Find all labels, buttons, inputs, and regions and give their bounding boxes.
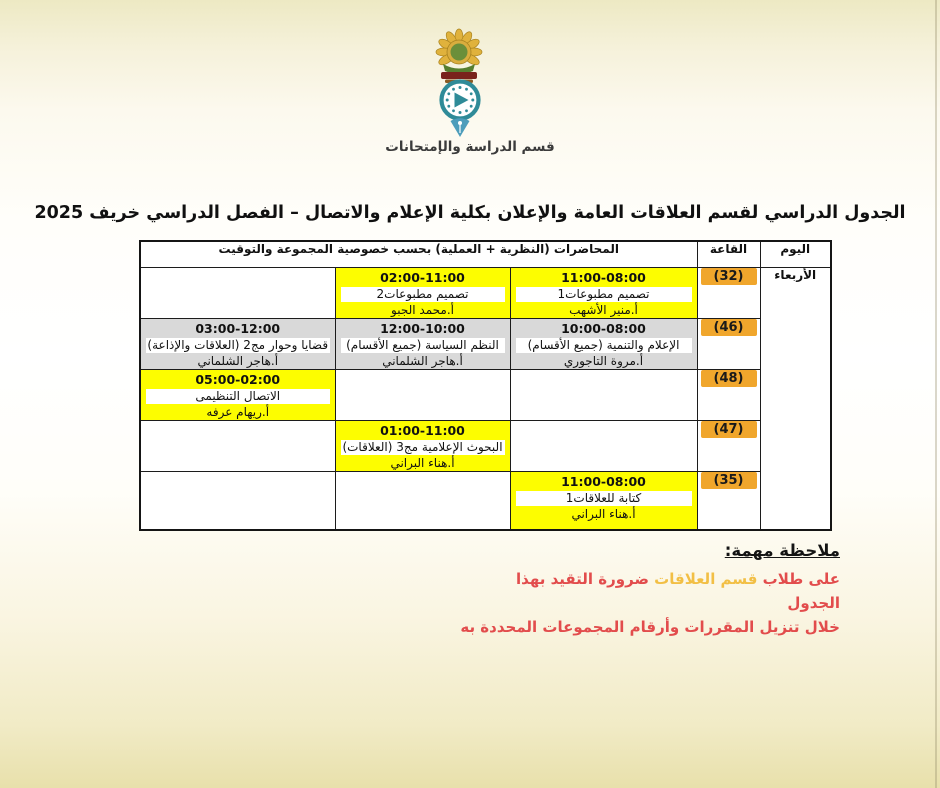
empty-cell xyxy=(335,472,510,530)
lecture-cell xyxy=(335,319,510,370)
header-room: القاعة xyxy=(697,241,760,268)
lecture-teacher: أ.هاجر الشلماني xyxy=(382,354,463,368)
lecture-teacher: أ.منير الأشهب xyxy=(569,303,638,317)
room-badge: (46) xyxy=(701,319,757,336)
lecture-time: 10:00-08:00 xyxy=(561,321,646,336)
page-title: الجدول الدراسي لقسم العلاقات العامة والإعلان بكلية الإعلام والاتصال – الفصل الدراسي خريف 2025 xyxy=(34,203,906,223)
lecture-course: الإعلام والتنمية (جميع الأقسام) xyxy=(516,338,692,353)
header-day: اليوم xyxy=(760,241,831,268)
lecture-time: 12:00-10:00 xyxy=(380,321,465,336)
day-cell: الأربعاء xyxy=(760,268,831,530)
lecture-time: 01:00-11:00 xyxy=(380,423,465,438)
department-label: قسم الدراسة والإمتحانات xyxy=(385,139,555,155)
header-lectures: المحاضرات (النظرية + العملية) بحسب خصوصية المجموعة والتوقيت xyxy=(140,241,697,268)
lecture-time: 03:00-12:00 xyxy=(195,321,281,336)
note-line1-pre: على طلاب xyxy=(757,570,840,588)
lecture-course: تصميم مطبوعات2 xyxy=(341,287,505,302)
lecture-time: 11:00-08:00 xyxy=(561,270,646,285)
lecture-cell xyxy=(510,472,697,530)
lecture-cell xyxy=(140,370,335,421)
lecture-time: 05:00-02:00 xyxy=(195,372,281,387)
lecture-time: 02:00-11:00 xyxy=(380,270,465,285)
note-body xyxy=(460,567,840,639)
room-badge: (35) xyxy=(701,472,757,489)
lecture-teacher: أ.ريهام عرفه xyxy=(206,405,270,419)
lecture-cell xyxy=(335,421,510,472)
room-cell xyxy=(697,421,760,472)
table-row xyxy=(140,370,831,421)
empty-cell xyxy=(140,472,335,530)
table-row xyxy=(140,421,831,472)
note-title: ملاحظة مهمة: xyxy=(724,541,840,560)
note-line1-post: ضرورة التقيد بهذا الجدول xyxy=(516,570,840,612)
room-badge: (32) xyxy=(701,268,757,285)
lecture-cell xyxy=(335,268,510,319)
table-row xyxy=(140,472,831,530)
empty-cell xyxy=(510,370,697,421)
schedule-table-container xyxy=(139,240,832,531)
schedule-table xyxy=(139,240,832,531)
lecture-time: 11:00-08:00 xyxy=(561,474,646,489)
room-cell xyxy=(697,472,760,530)
lecture-course: كتابة للعلاقات1 xyxy=(516,491,692,506)
empty-cell xyxy=(510,421,697,472)
room-cell xyxy=(697,319,760,370)
header-row xyxy=(140,241,831,268)
lecture-cell xyxy=(140,319,335,370)
lecture-course: تصميم مطبوعات1 xyxy=(516,287,692,302)
empty-cell xyxy=(335,370,510,421)
lecture-course: البحوث الإعلامية مج3 (العلاقات) xyxy=(342,440,503,454)
lecture-teacher: أ.محمد الجبو xyxy=(391,303,454,317)
lecture-teacher: أ.هناء البراني xyxy=(390,456,455,470)
room-badge: (47) xyxy=(701,421,757,438)
lecture-teacher: أ.هناء البراني xyxy=(571,507,636,521)
note-line2: خلال تنزيل المقررات وأرقام المجموعات المحددة به xyxy=(460,618,840,636)
photo-edge-line xyxy=(935,0,937,788)
important-note xyxy=(460,541,840,639)
table-row xyxy=(140,319,831,370)
lecture-course: قضايا وحوار مج2 (العلاقات والإذاعة) xyxy=(147,338,329,352)
faculty-media-logo-icon xyxy=(433,78,487,144)
lecture-course: النظم السياسة (جميع الأقسام) xyxy=(341,338,505,353)
lecture-teacher: أ.هاجر الشلماني xyxy=(197,354,279,368)
room-cell xyxy=(697,370,760,421)
empty-cell xyxy=(140,268,335,319)
note-line1-highlight: قسم العلاقات xyxy=(654,570,758,588)
lecture-cell xyxy=(510,319,697,370)
lecture-cell xyxy=(510,268,697,319)
room-badge: (48) xyxy=(701,370,757,387)
lecture-course: الاتصال التنظيمى xyxy=(146,389,330,404)
lecture-teacher: أ.مروة التاجوري xyxy=(563,354,644,368)
table-row xyxy=(140,268,831,319)
empty-cell xyxy=(140,421,335,472)
room-cell xyxy=(697,268,760,319)
